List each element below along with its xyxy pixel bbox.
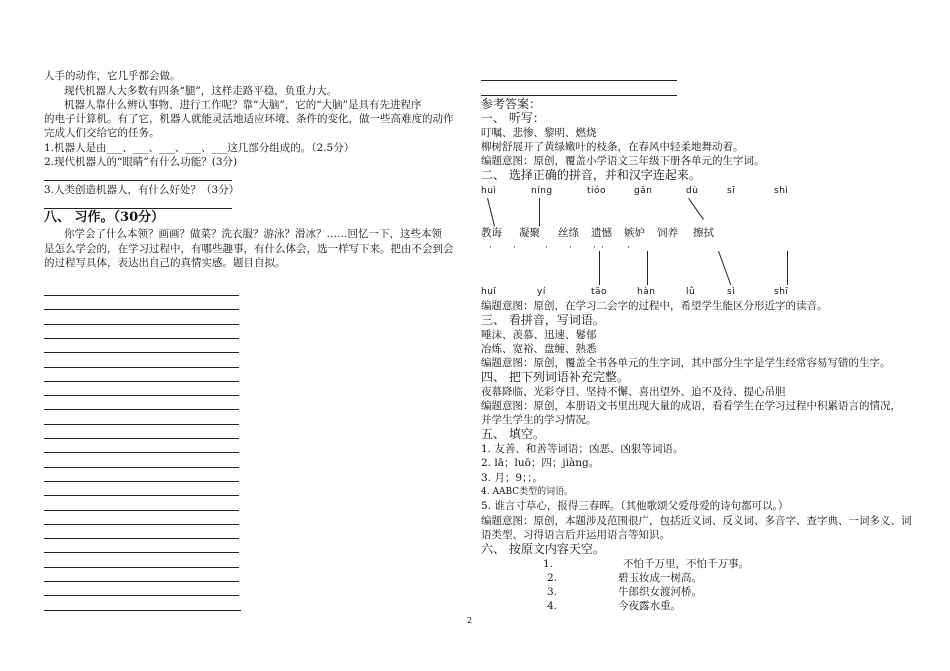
pinyin-top-4: dù: [686, 186, 699, 196]
match-line: [688, 198, 704, 220]
pinyin-bottom-1: yí: [537, 287, 546, 297]
writing-line[interactable]: [44, 552, 239, 553]
match-line: [718, 251, 731, 285]
fill-answer-5: 5. 谁言寸草心，报得三春晖。（其他歌颂父爱母爱的诗句都可以。）: [481, 500, 789, 512]
section-1-title: 一、 听写：: [481, 111, 545, 125]
section-8-title: 八、 习作。（30分）: [44, 210, 165, 225]
writing-line[interactable]: [44, 524, 239, 525]
poem-line: 牛郎织女渡河桥。: [618, 586, 702, 598]
writing-line[interactable]: [44, 610, 241, 611]
writing-line[interactable]: [44, 538, 239, 539]
paragraph-line: 完成人们交给它的任务。: [44, 127, 160, 139]
pinyin-top-6: shì: [774, 186, 789, 196]
pinyin-top-2: tióo: [587, 186, 607, 196]
match-line: [539, 198, 540, 226]
writing-line[interactable]: [44, 595, 239, 596]
writing-line[interactable]: [44, 309, 239, 310]
note: 编题意图：原创，覆盖全书各单元的生字词，其中部分生字是学生经常容易写错的生字。: [481, 357, 891, 369]
poem-number: 2.: [547, 572, 558, 584]
composition-prompt: 你学会了什么本领？画画？做菜？洗衣服？游泳？滑冰？……回忆一下，这些本领: [64, 228, 442, 240]
note: 语类型、习得语言后并运用语言等知识。: [481, 529, 670, 541]
answer-line-text: 柳树舒展开了黄绿嫩叶的枝条，在春风中轻柔地舞动着。: [481, 141, 744, 153]
writing-line[interactable]: [44, 510, 239, 511]
match-line: [487, 198, 495, 226]
answer-line-text: 冶炼、宽裕、盘缠、熟悉: [481, 343, 597, 355]
question-2: 2.现代机器人的“眼睛”有什么功能？(3分): [44, 156, 238, 168]
pinyin-top-1: níng: [531, 186, 553, 196]
section-5-title: 五、 填空。: [481, 427, 545, 441]
note: 编题意图：原创，覆盖小学语文三年级下册各单元的生字词。: [481, 155, 765, 167]
answer-line-text: 叮嘱、悲惨、黎明、燃烧: [481, 127, 597, 139]
word-2: 丝绦: [558, 227, 579, 239]
fill-answer-2: 2. lā；luō；四；jiàng。: [481, 457, 600, 469]
paragraph-line: 现代机器人大多数有四条“腿”，这样走路平稳，负重力大。: [64, 85, 338, 97]
writing-line[interactable]: [44, 324, 239, 325]
writing-line[interactable]: [44, 438, 239, 439]
writing-line[interactable]: [44, 481, 239, 482]
composition-prompt: 的过程写具体，表达出自己的真情实感。题目自拟。: [44, 257, 286, 269]
paragraph-line: 人手的动作，它几乎都会做。: [44, 70, 181, 82]
fill-answer-1: 1. 友善、和善等词语；凶恶、凶狠等词语。: [481, 443, 684, 455]
question-3: 3.人类创造机器人，有什么好处？（3分）: [44, 184, 240, 196]
section-3-title: 三、 看拼音，写词语。: [481, 313, 605, 327]
answer-line[interactable]: [44, 208, 232, 209]
poem-line: 今夜露水重。: [618, 600, 681, 612]
note: 编题意图：原创，本册语文书里出现大量的成语，看看学生在学习过程中积累语言的情况，: [481, 400, 901, 412]
section-6-title: 六、 按原文内容天空。: [481, 542, 605, 556]
writing-line[interactable]: [44, 452, 239, 453]
question-1: 1.机器人是由___、___、___、___、___这几部分组成的。（2.5分）: [44, 142, 355, 154]
section-4-title: 四、 把下列词语补充完整。: [481, 370, 629, 384]
pinyin-top-3: gǎn: [634, 186, 653, 196]
pinyin-bottom-3: hàn: [637, 287, 656, 297]
answer-line-text: 夜幕降临、光彩夺目、坚持不懈、喜出望外、迫不及待、提心吊胆: [481, 386, 786, 398]
writing-line[interactable]: [44, 381, 239, 382]
paragraph-line: 的电子计算机。有了它，机器人就能灵活地适应环境、条件的变化，做一些高难度的动作: [44, 113, 454, 125]
pinyin-bottom-0: huǐ: [481, 287, 497, 297]
word-3: 遗憾: [591, 227, 612, 239]
fill-answer-4: 4. AABC类型的词语。: [481, 487, 574, 497]
note: 编题意图：原创，本题涉及范围很广，包括近义词、反义词、多音字、查字典、一词多义、词: [481, 515, 912, 527]
paragraph-line: 机器人靠什么辨认事物、进行工作呢？靠“大脑”，它的“大脑”是具有先进程序: [64, 99, 422, 111]
answer-line[interactable]: [481, 95, 677, 96]
writing-line[interactable]: [44, 295, 239, 296]
poem-line: 碧玉妆成一树高。: [618, 572, 702, 584]
word-4: 嫉妒: [624, 227, 645, 239]
word-0: 教诲: [481, 227, 502, 239]
pinyin-bottom-2: tāo: [591, 287, 608, 297]
writing-line[interactable]: [44, 409, 239, 410]
word-1: 凝聚: [519, 227, 540, 239]
word-6: 擦拭: [693, 227, 714, 239]
pinyin-top-0: huì: [481, 186, 497, 196]
writing-line[interactable]: [44, 338, 239, 339]
pinyin-top-5: sī: [727, 186, 736, 196]
pinyin-bottom-4: lǜ: [686, 287, 696, 297]
match-line: [787, 251, 788, 285]
section-2-title: 二、 选择正确的拼音，并和汉字连起来。: [481, 168, 701, 182]
writing-line[interactable]: [44, 467, 239, 468]
writing-line[interactable]: [44, 395, 239, 396]
fill-answer-3: 3. 月；9；；。: [481, 472, 544, 484]
poem-line: 不怕千万里，不怕千万事。: [623, 558, 749, 570]
answer-line[interactable]: [44, 180, 232, 181]
answers-title: 参考答案：: [481, 97, 542, 111]
writing-line[interactable]: [44, 495, 239, 496]
composition-prompt: 是怎么学会的，在学习过程中，有哪些趣事，有什么体会，选一样写下来。把由不会到会: [44, 243, 454, 255]
word-5: 饲养: [657, 227, 678, 239]
answer-line[interactable]: [481, 80, 677, 81]
pinyin-bottom-6: shī: [774, 287, 789, 297]
writing-line[interactable]: [44, 424, 239, 425]
writing-line[interactable]: [44, 367, 239, 368]
pinyin-bottom-5: sì: [727, 287, 736, 297]
match-line: [599, 251, 600, 285]
match-line: [647, 251, 648, 285]
answer-line-text: 唾沫、羡慕、迅速、鬈郁: [481, 329, 597, 341]
writing-line[interactable]: [44, 352, 239, 353]
poem-number: 1.: [543, 558, 554, 570]
poem-number: 3.: [547, 586, 558, 598]
writing-line[interactable]: [44, 581, 239, 582]
writing-line[interactable]: [44, 567, 239, 568]
note: 编题意图：原创，在学习二会字的过程中，希望学生能区分形近字的读音。: [481, 300, 828, 312]
page-number: 2: [467, 616, 473, 625]
note: 并学生学生的学习情况。: [481, 414, 597, 426]
poem-number: 4.: [547, 600, 558, 612]
